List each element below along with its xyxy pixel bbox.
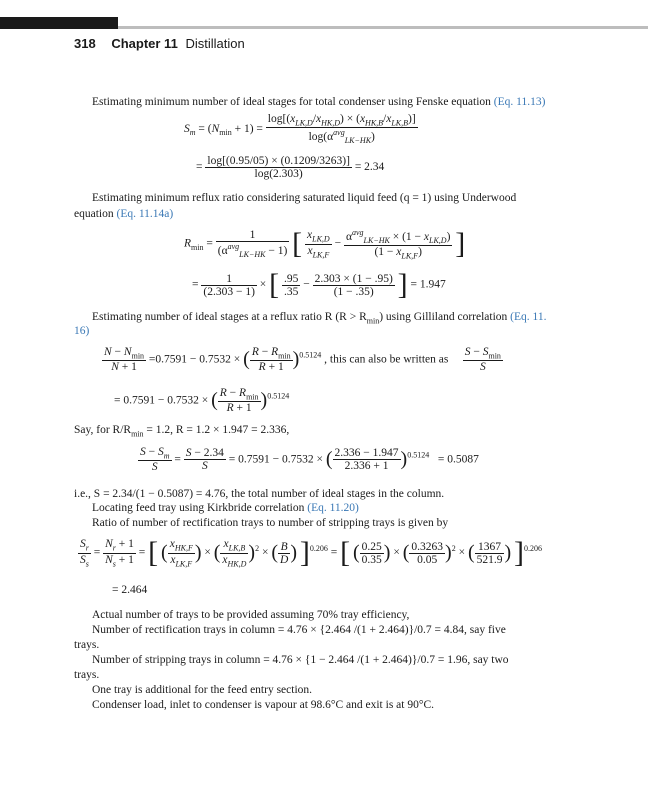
kirkbride-formula: $\frac{S_r}{S_s}$ = $\frac{N_r + 1}{N_s + 1}$ = [ ( $\frac{x_{HK,F}}{x_{LK,F}}$ ) × ( $\frac{x_{LK,B}}{x_{HK,D}}$ )$^2$ × ( $\frac{B}{D}$ ) ]$^{0.206}$ = [ ( $\frac{0.25}{0.35}$ ) × ( $\frac{0.3263}{0.05}$ )$^2$ × ( $\frac{1367}{521.9}$ ) ]$^{0.206}$ (80, 536, 543, 569)
underwood-result: = 1.947 (410, 278, 446, 291)
gilliland-calc: $\frac{S - S_m}{S}$ = $\frac{S - 2.34}{S}$ = 0.7591 − 0.7532 × ( $\frac{2.336 - 1.947}{2.336 + 1}$ )$^{0.5124}$ = 0.5087 (140, 446, 479, 474)
gilliland-eq-link-b[interactable]: 16) (74, 325, 90, 337)
gilliland-ref-line (74, 323, 89, 339)
kirkbride-eq-link[interactable]: (Eq. 11.20) (307, 502, 359, 514)
underwood-intro: Estimating minimum reflux ratio considering saturated liquid feed (q = 1) using Underwood (92, 192, 517, 204)
fenske-calc-numerator: log[(0.95/05) × (0.1209/3263)] (207, 155, 350, 167)
kirkbride-line: Locating feed tray using Kirkbride correlation (Eq. 11.20) (92, 502, 359, 514)
top-bar-gray (118, 26, 648, 29)
page-header (74, 36, 245, 51)
top-bar-black (0, 17, 118, 29)
gilliland-result: = 0.5087 (437, 453, 479, 466)
chapter-title: Distillation (185, 36, 245, 51)
rect-line: Number of rectification trays in column = 4.76 × {2.464 /(1 + 2.464)}/0.7 = 4.84, say five (92, 624, 506, 636)
strip-line: Number of stripping trays in column = 4.76 × {1 − 2.464 /(1 + 2.464)}/0.7 = 1.96, say two (92, 654, 509, 666)
say-line: Say, for $R/R_{min} = 1.2$, R = 1.2 × 1.947 = 2.336, (74, 424, 290, 439)
fenske-intro: Estimating minimum number of ideal stages for total condenser using Fenske equation (Eq. 11.13) (92, 96, 546, 108)
underwood-intro-2: equation (Eq. 11.14a) (74, 208, 174, 220)
ie-line: i.e., S = 2.34/(1 − 0.5087) = 4.76, the total number of ideal stages in the column. (74, 488, 445, 500)
gilliland-eq-link-a[interactable]: (Eq. 11. (510, 311, 547, 323)
underwood-formula: $R_{min}$ = $\frac{1}{(\alpha^{avg}_{LK-HK} - 1)}$ [ $\frac{x_{LK,D}}{x_{LK,F}}$ − $\frac{\alpha^{avg}_{LK-HK} \times (1 - x_{LK,D})}{(1 - x_{LK,F})}$ ] (184, 227, 466, 261)
gilliland-formula: $\frac{N - N_{min}}{N + 1}$ =0.7591 − 0.7532 × ( $\frac{R - R_{min}}{R + 1}$ )$^{0.5124}$ , this can also be written as $\frac{S - S_{min}}{S}$ (104, 346, 501, 374)
rect-tail: trays. (74, 639, 100, 651)
fenske-formula: $S_m = (N_{min} + 1)$ = $\frac{\log[(x_{LK,D}/x_{HK,D}) \times (x_{HK,B}/x_{LK,B})]}{\log(\alpha^{avg}_{LK-HK})}$ (184, 113, 416, 146)
ratio-line: Ratio of number of rectification trays to number of stripping trays is given by (92, 517, 449, 529)
fenske-eq-link[interactable]: (Eq. 11.13) (493, 96, 546, 108)
fenske-calc: = $\frac{\log[(0.95/05) \times (0.1209/3263)]}{\log(2.303)}$ = 2.34 (196, 155, 385, 180)
gilliland-intro: Estimating number of ideal stages at a reflux ratio R $(R > R_{min})$ using Gilliland correlation (Eq. 11. (92, 311, 547, 326)
top-bar (0, 0, 648, 29)
underwood-eq-link[interactable]: (Eq. 11.14a) (116, 208, 174, 220)
underwood-calc: = $\frac{1}{(2.303 - 1)}$ × [ $\frac{.95}{.35}$ − $\frac{2.303 \times (1 - .95)}{(1 - .35)}$ ] = 1.947 (192, 268, 446, 301)
fenske-result: = 2.34 (354, 161, 385, 174)
gilliland-formula-2: = 0.7591 − 0.7532 × ( $\frac{R - R_{min}}{R + 1}$ )$^{0.5124}$ (114, 387, 290, 415)
page-number: 318 (74, 36, 96, 51)
fenske-calc-denominator: log(2.303) (254, 168, 303, 180)
kirkbride-result: = 2.464 (112, 584, 148, 596)
chapter-label: Chapter 11 (111, 36, 178, 51)
condenser-line: Condenser load, inlet to condenser is vapour at 98.6°C and exit is at 90°C. (92, 699, 434, 711)
strip-tail: trays. (74, 669, 100, 681)
actual-line: Actual number of trays to be provided assuming 70% tray efficiency, (92, 609, 410, 621)
feed-line: One tray is additional for the feed entry section. (92, 684, 313, 696)
